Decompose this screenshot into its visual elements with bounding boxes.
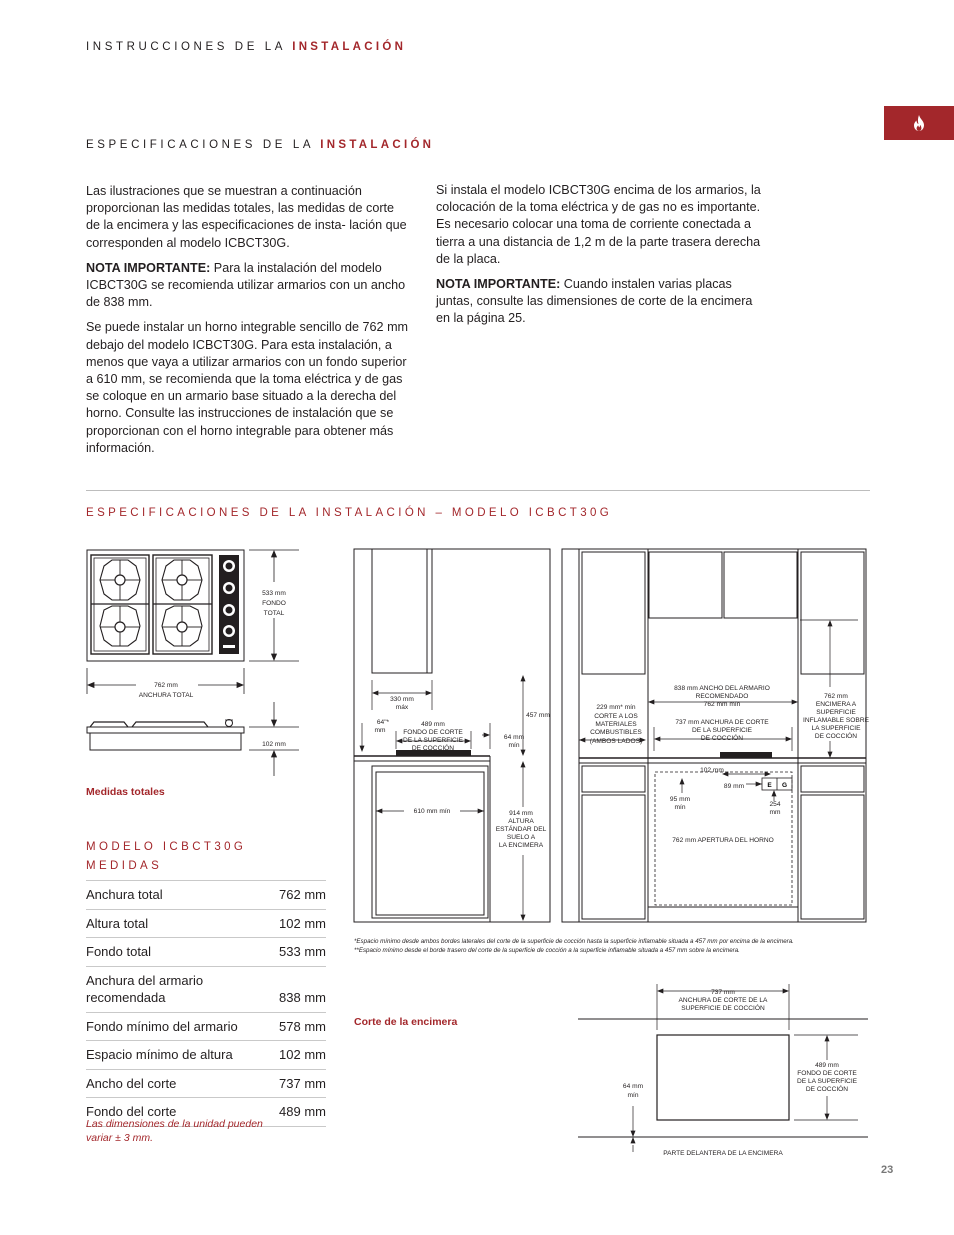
- cabinet-paragraph: Si instala el modelo ICBCT30G encima de los armarios, la colocación de la toma eléctrica y de gas no es importante. Es necesario colocar una toma de corriente conectada a tierra a una distancia de 1,2 m de la parte trasera derecha de la placa.: [436, 183, 761, 266]
- combustible-229-label-4: (AMBOS LADOS): [589, 738, 643, 745]
- table-row: Fondo del corte 489 mm: [86, 1098, 326, 1127]
- specs-section-title: ESPECIFICACIONES DE LA INSTALACIÓN – MODELO ICBCT30G: [86, 507, 613, 519]
- table-row: Anchura del armario recomendada 838 mm: [86, 966, 326, 1012]
- combustible-229-label-2: MATERIALES: [595, 721, 637, 728]
- multiple-units-note: NOTA IMPORTANTE: Cuando instalen varias placas juntas, consulte las dimensiones de corte de la encimera en la página 25.: [436, 277, 753, 326]
- footnotes: [354, 938, 874, 955]
- table-row: Fondo mínimo del armario 578 mm: [86, 1012, 326, 1041]
- footnote-1: *Espacio mínimo desde ambos bordes laterales del corte de la superficie de cocción hasta la superficie inflamable situada a 457 mm por encima de la encimera.: [354, 938, 794, 945]
- top-762-label-3: INFLAMABLE SOBRE: [803, 717, 869, 724]
- running-header: INSTRUCCIONES DE LA INSTALACIÓN: [86, 41, 407, 53]
- height-457-value: 457 mm: [526, 712, 550, 719]
- tolerance-note: Las dimensiones de la unidad pueden variar ± 3 mm.: [86, 1118, 263, 1144]
- top-762-value: 762 mm: [824, 693, 848, 700]
- depth-label-2: TOTAL: [263, 610, 285, 617]
- max-330-value: 330 mm: [390, 696, 414, 703]
- cutwidth-737-label-2: DE COCCIÓN: [700, 735, 744, 742]
- height-dimension: [249, 702, 299, 776]
- cabinet-838-value: 838 mm ANCHO DEL ARMARIO: [674, 685, 770, 692]
- clearance-64-value: 64"*: [376, 719, 390, 726]
- cutwidth-737-label-1: DE LA SUPERFICIE: [691, 727, 753, 734]
- depth-label-1: FONDO: [262, 600, 286, 607]
- width-label: ANCHURA TOTAL: [138, 692, 194, 699]
- height-value: 102 mm: [262, 741, 286, 748]
- section-divider: [86, 490, 870, 491]
- oven-paragraph: Se puede instalar un horno integrable sencillo de 762 mm debajo del modelo ICBCT30G. Para esta instalación, a menos que vaya a utilizar armarios con un fondo superior a 610 mm, se recomienda que la toma eléctrica y de gas se coloque en un armario base situado a la derecha del horno. Consulte las instrucciones de instalación que se proporcionan con el horno integrable para obtener más información.: [86, 320, 409, 455]
- combustible-229-label-1: CORTE A LOS: [594, 713, 638, 720]
- intro-column-right: [436, 182, 761, 336]
- cutout-depth-label-3: DE COCCIÓN: [805, 1086, 849, 1093]
- table-row: Fondo total 533 mm: [86, 938, 326, 967]
- combustible-229-label-3: COMBUSTIBLES: [590, 729, 642, 736]
- top-762-label-5: DE COCCIÓN: [814, 733, 858, 740]
- min-95-value: 95 mm: [669, 796, 691, 803]
- table-row: Espacio mínimo de altura 102 mm: [86, 1041, 326, 1070]
- top-762-label-1: ENCIMERA A: [815, 701, 857, 708]
- cutout-min-64-label: mín: [627, 1092, 639, 1099]
- cut-depth-489-label-2: DE LA SUPERFICIE: [402, 737, 464, 744]
- countertop-cutout-caption: Corte de la encimera: [354, 1016, 458, 1028]
- page-number: 23: [881, 1164, 894, 1176]
- table-row: Anchura total 762 mm: [86, 881, 326, 910]
- top-762-label-2: SUPERFICIE: [816, 709, 856, 716]
- gap-102-value: 102 mm: [700, 767, 724, 774]
- running-header-bold: INSTALACIÓN: [292, 41, 407, 53]
- cutout-depth-value: 489 mm: [815, 1062, 839, 1069]
- min-610-value: 610 mm mín: [413, 808, 451, 815]
- height-914-value: 914 mm: [509, 810, 533, 817]
- offset-254-unit: mm: [769, 809, 781, 816]
- section-title-bold: INSTALACIÓN: [320, 139, 435, 151]
- gas-section-tab: [884, 106, 954, 140]
- cutout-depth-label-1: FONDO DE CORTE: [797, 1070, 857, 1077]
- intro-column-left: [86, 183, 410, 465]
- gas-outlet-mark: G: [781, 782, 788, 789]
- height-914-label-1: ALTURA: [508, 818, 534, 825]
- cutout-width-label-1: ANCHURA DE CORTE DE LA: [678, 997, 768, 1004]
- flame-icon: [912, 115, 926, 131]
- clearance-64-unit: mm: [374, 727, 386, 734]
- min-64-label: mín: [508, 742, 520, 749]
- depth-value: 533 mm: [262, 590, 286, 597]
- height-914-label-2: ESTÁNDAR DEL: [495, 826, 547, 833]
- min-64-value: 64 mm: [503, 734, 525, 741]
- cabinet-838-label-2: 762 mm mín: [703, 701, 741, 708]
- countertop-cutout-drawing: [576, 982, 872, 1162]
- min-95-label: mín: [674, 804, 686, 811]
- height-914-label-4: LA ENCIMERA: [498, 842, 544, 849]
- table-row: Altura total 102 mm: [86, 909, 326, 938]
- dimensions-table: [86, 880, 326, 1127]
- cut-depth-489-label-1: FONDO DE CORTE: [403, 729, 463, 736]
- cutout-min-64-value: 64 mm: [622, 1083, 644, 1090]
- max-330-label: máx: [395, 704, 409, 711]
- cooktop-side-view: [87, 720, 244, 751]
- cutout-depth-label-2: DE LA SUPERFICIE: [796, 1078, 858, 1085]
- electrical-outlet-mark: E: [767, 782, 772, 789]
- cabinet-838-label-1: RECOMENDADO: [695, 693, 749, 700]
- side-view-installation-drawing: [350, 545, 560, 927]
- offset-254-value: 254: [769, 801, 781, 808]
- offset-89-value: 89 mm: [723, 783, 745, 790]
- important-note-paragraph: NOTA IMPORTANTE: Para la instalación del modelo ICBCT30G se recomienda utilizar armarios con un ancho de 838 mm.: [86, 260, 406, 310]
- cut-depth-489-label-3: DE COCCIÓN: [411, 745, 455, 752]
- oven-opening-label: 762 mm APERTURA DEL HORNO: [672, 837, 774, 844]
- width-value: 762 mm: [154, 682, 178, 689]
- footnote-2: **Espacio mínimo desde el borde trasero del corte de la superficie de cocción a la superficie inflamable situada a 457 mm sobre la encimera.: [354, 946, 740, 954]
- dimensions-title: MODELO ICBCT30G MEDIDAS: [86, 841, 247, 872]
- cutout-width-value: 737 mm: [711, 989, 735, 996]
- cutwidth-737-value: 737 mm ANCHURA DE CORTE: [675, 719, 769, 726]
- cut-depth-489-value: 489 mm: [421, 721, 445, 728]
- intro-paragraph: Las ilustraciones que se muestran a continuación proporcionan las medidas totales, las medidas de corte de la encimera y las especificaciones de insta- lación que corresponden al modelo ICBCT30G.: [86, 184, 407, 250]
- top-762-label-4: LA SUPERFICIE: [811, 725, 861, 732]
- section-title: ESPECIFICACIONES DE LA INSTALACIÓN: [86, 139, 435, 151]
- height-914-label-3: SUELO A: [506, 834, 536, 841]
- table-row: Ancho del corte 737 mm: [86, 1069, 326, 1098]
- countertop-front-label: PARTE DELANTERA DE LA ENCIMERA: [663, 1150, 783, 1157]
- front-view-installation-drawing: [560, 545, 870, 927]
- overall-dimensions-drawing: [84, 544, 314, 782]
- overall-dimensions-caption: Medidas totales: [86, 786, 165, 798]
- combustible-229-value: 229 mm* mín: [596, 704, 636, 711]
- cutout-width-label-2: SUPERFICIE DE COCCIÓN: [681, 1005, 765, 1012]
